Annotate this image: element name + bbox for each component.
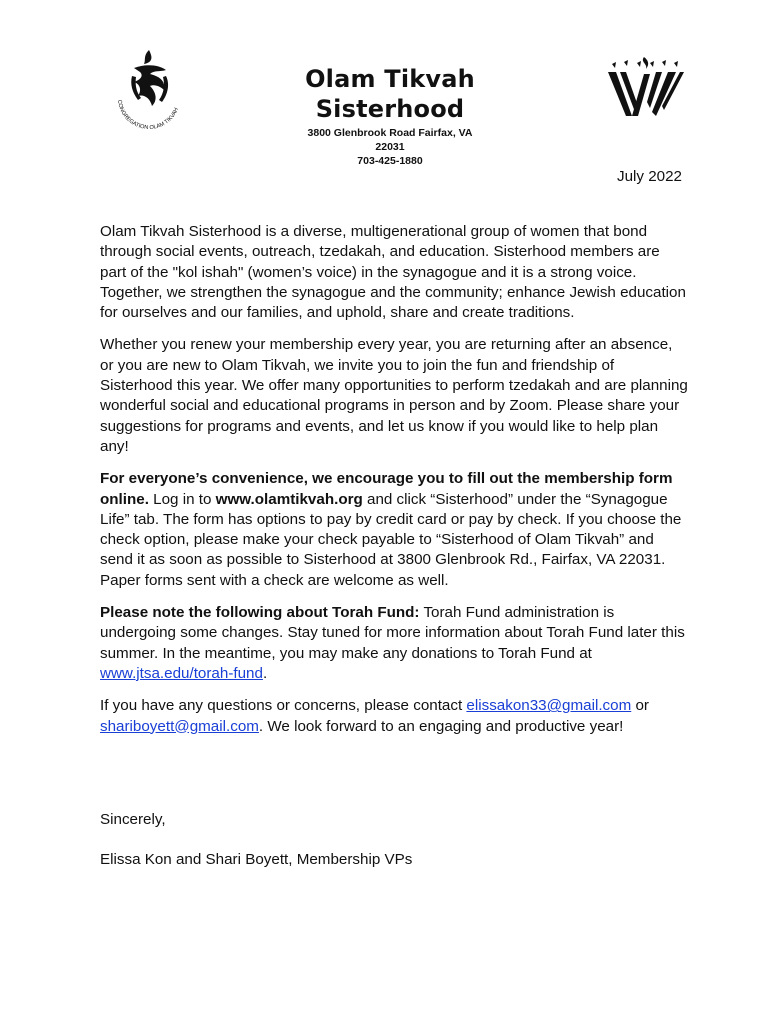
- online-form-text-a: Log in to: [148, 490, 216, 508]
- paragraph-intro: Olam Tikvah Sisterhood is a diverse, multigenerational group of women that bond through social events, outreach, tzedakah, and education. Sisterhood members are part of the "kol ishah" (women’s voice) in the synagogue and it is a strong voice. Together, we strengthen the synagogue and the community; enhance Jewish education for ourselves and our families, and uphold, share and create traditions.: [100, 223, 686, 322]
- congregation-olam-tikvah-seal-icon: [110, 46, 188, 132]
- torah-fund-end: .: [262, 664, 268, 682]
- torah-fund-link[interactable]: www.jtsa.edu/torah-fund: [100, 664, 263, 682]
- phone-number: 703-425-1880: [357, 155, 423, 167]
- letter-date: July 2022: [616, 168, 682, 185]
- seal-text: CONGREGATION OLAM TIKVAH: [116, 99, 181, 132]
- online-form-emphasis: For everyone’s convenience, we encourage you to fill out the membership form online.: [100, 470, 673, 508]
- website-address: www.olamtikvah.org: [215, 490, 363, 508]
- sisterhood-menorah-logo-icon: [604, 56, 686, 122]
- paragraph-online-form: [100, 469, 688, 591]
- contact-text-a: If you have any questions or concerns, please contact: [100, 697, 467, 715]
- closing-salutation: Sincerely,: [100, 811, 166, 828]
- letter-body: [100, 222, 688, 749]
- online-form-text-b: and click “Sisterhood” under the “Synagogue Life” tab. The form has options to pay by credit card or pay by check. If you choose the check option, please make your check payable to “Sisterhood of Olam Tikvah” and send it as soon as possible to Sisterhood at 3800 Glenbrook Rd., Fairfax, VA 22031. Paper forms sent with a check are welcome as well.: [100, 490, 682, 589]
- torah-fund-emphasis: Please note the following about Torah Fund:: [100, 604, 420, 622]
- letterhead: [230, 64, 550, 168]
- email-link-elissa[interactable]: elissakon33@gmail.com: [466, 697, 632, 715]
- paragraph-contact: [100, 696, 688, 737]
- contact-or: or: [631, 697, 649, 715]
- torah-fund-text: Torah Fund administration is undergoing some changes. Stay tuned for more information about Torah Fund later this summer. In the meantime, you may make any donations to Torah Fund at: [100, 604, 685, 662]
- paragraph-invitation: Whether you renew your membership every year, you are returning after an absence, or you are new to Olam Tikvah, we invite you to join the fun and friendship of Sisterhood this year. We offer many opportunities to perform tzedakah and are planning wonderful social and educational programs in person and by Zoom. Please share your suggestions for programs and events, and let us know if you would like to help plan any!: [100, 336, 688, 455]
- contact-text-b: . We look forward to an engaging and productive year!: [258, 717, 624, 735]
- address-zip: 22031: [375, 141, 405, 153]
- paragraph-torah-fund: [100, 603, 688, 684]
- organization-name: Olam Tikvah Sisterhood: [305, 65, 475, 123]
- address-line-1: 3800 Glenbrook Road Fairfax, VA: [307, 127, 473, 139]
- email-link-shari[interactable]: shariboyett@gmail.com: [100, 717, 259, 735]
- signature-names: Elissa Kon and Shari Boyett, Membership VPs: [100, 851, 413, 868]
